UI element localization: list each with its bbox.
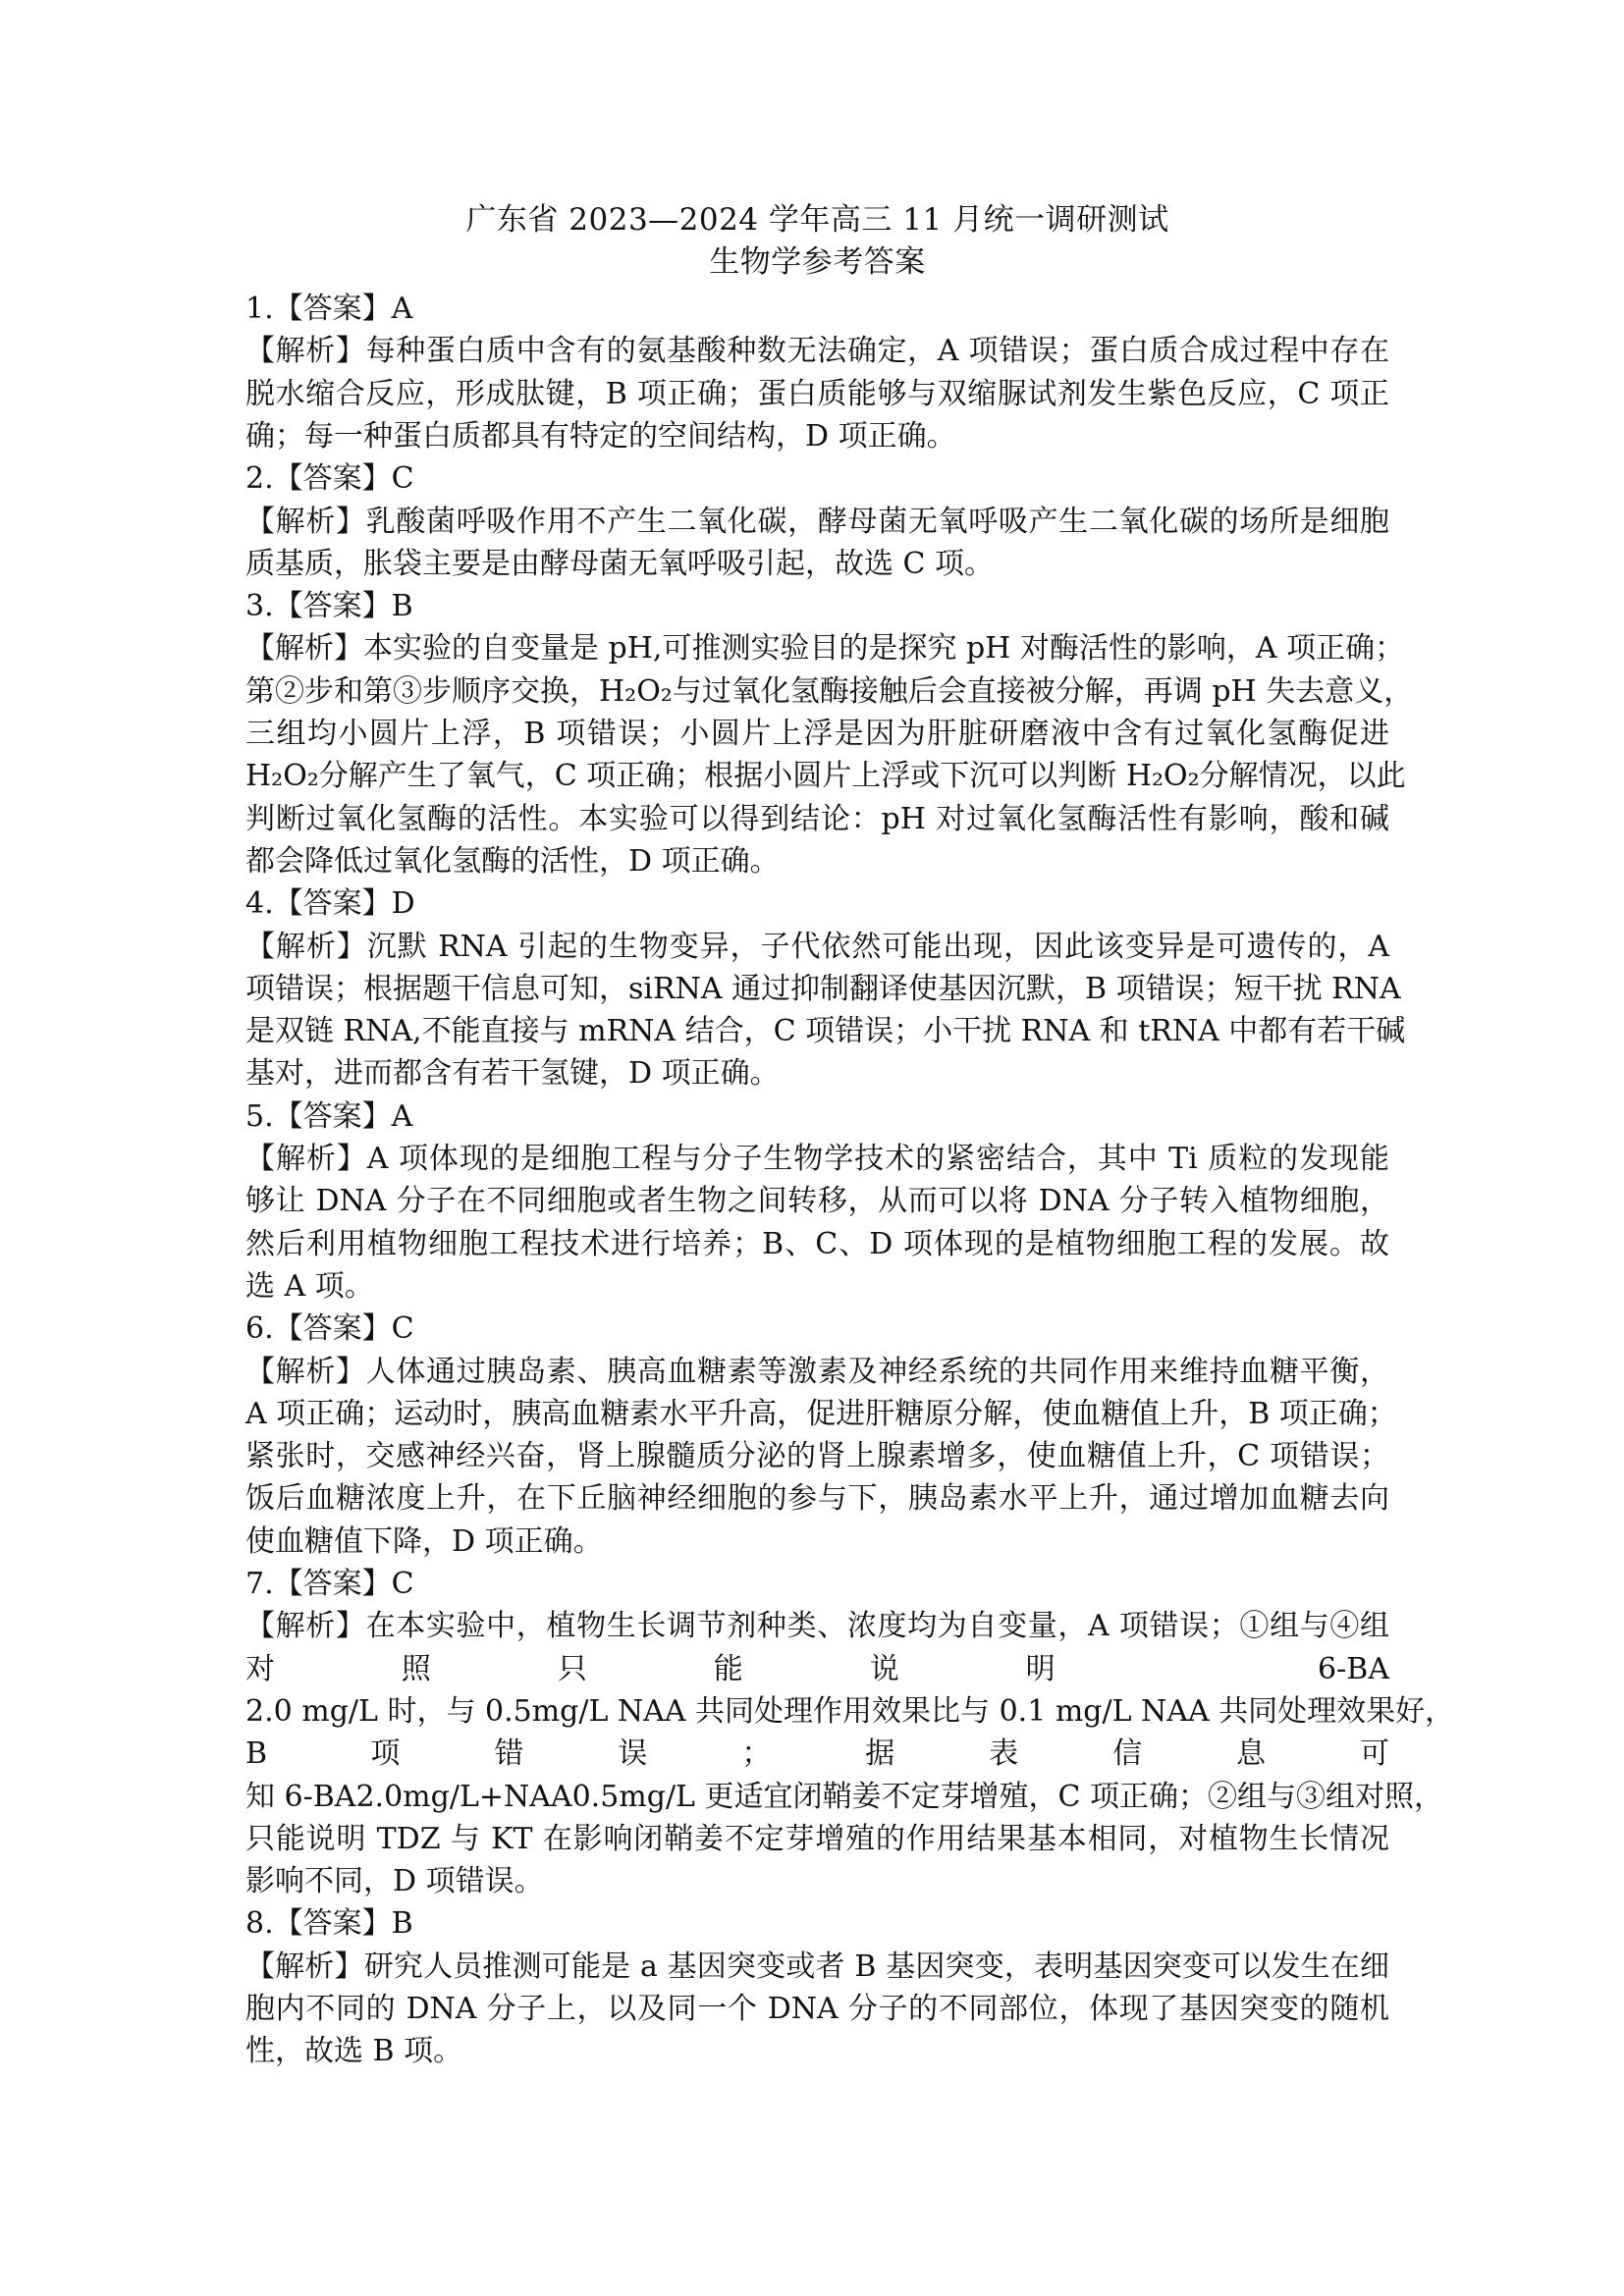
explanation-line: 影响不同，D 项错误。 xyxy=(245,1864,544,1899)
explanation-line: 第②步和第③步顺序交换，H₂O₂与过氧化氢酶接触后会直接被分解，再调 pH 失去意义， xyxy=(245,673,1414,709)
explanation-line: H₂O₂分解产生了氧气，C 项正确；根据小圆片上浮或下沉可以判断 H₂O₂分解情况，以此 xyxy=(245,759,1406,794)
explanation-line: 紧张时，交感神经兴奋，肾上腺髓质分泌的肾上腺素增多，使血糖值上升，C 项错误； xyxy=(245,1439,1389,1474)
explanation-line: 2.0 mg/L 时，与 0.5mg/L NAA 共同处理作用效果比与 0.1 mg/L NAA 共同处理效果好， xyxy=(245,1693,1455,1729)
explanation-line: 对照只能说明 6-BA xyxy=(245,1651,1389,1686)
answer-heading: 1.【答案】A xyxy=(245,292,413,326)
explanation-line: 够让 DNA 分子在不同细胞或者生物之间转移，从而可以将 DNA 分子转入植物细胞， xyxy=(245,1184,1389,1219)
answer-heading: 5.【答案】A xyxy=(245,1098,413,1134)
explanation-line: 判断过氧化氢酶的活性。本实验可以得到结论：pH 对过氧化氢酶活性有影响，酸和碱 xyxy=(245,801,1389,836)
explanation-line: 【解析】人体通过胰岛素、胰高血糖素等激素及神经系统的共同作用来维持血糖平衡， xyxy=(245,1354,1389,1389)
explanation-line: 饭后血糖浓度上升，在下丘脑神经细胞的参与下，胰岛素水平上升，通过增加血糖去向 xyxy=(245,1481,1389,1517)
explanation-line: 【解析】A 项体现的是细胞工程与分子生物学技术的紧密结合，其中 Ti 质粒的发现能 xyxy=(245,1142,1389,1176)
explanation-line: 选 A 项。 xyxy=(245,1268,374,1304)
explanation-line: 【解析】本实验的自变量是 pH,可推测实验目的是探究 pH 对酶活性的影响，A 项正确； xyxy=(245,631,1405,667)
explanation-line: 质基质，胀袋主要是由酵母菌无氧呼吸引起，故选 C 项。 xyxy=(245,546,995,581)
explanation-line: 使血糖值下降，D 项正确。 xyxy=(245,1523,603,1559)
explanation-line: 都会降低过氧化氢酶的活性，D 项正确。 xyxy=(245,843,780,879)
explanation-line: 脱水缩合反应，形成肽键，B 项正确；蛋白质能够与双缩脲试剂发生紫色反应，C 项正 xyxy=(245,376,1389,411)
answer-heading: 3.【答案】B xyxy=(245,589,413,624)
explanation-line: 性，故选 B 项。 xyxy=(245,2034,463,2069)
explanation-line: 知 6-BA2.0mg/L+NAA0.5mg/L 更适宜闭鞘姜不定芽增殖，C 项正确；②组与③组对照， xyxy=(245,1779,1443,1814)
explanation-line: 是双链 RNA,不能直接与 mRNA 结合，C 项错误；小干扰 RNA 和 tRNA 中都有若干碱 xyxy=(245,1014,1406,1049)
document-subtitle: 生物学参考答案 xyxy=(709,244,926,280)
answer-heading: 7.【答案】C xyxy=(245,1567,414,1601)
document-title: 广东省 2023—2024 学年高三 11 月统一调研测试 xyxy=(465,202,1169,238)
answer-heading: 2.【答案】C xyxy=(245,461,414,497)
explanation-line: 【解析】乳酸菌呼吸作用不产生二氧化碳，酵母菌无氧呼吸产生二氧化碳的场所是细胞 xyxy=(245,504,1389,539)
explanation-line: 然后利用植物细胞工程技术进行培养；B、C、D 项体现的是植物细胞工程的发展。故 xyxy=(245,1226,1389,1261)
explanation-line: 【解析】每种蛋白质中含有的氨基酸种数无法确定，A 项错误；蛋白质合成过程中存在 xyxy=(245,334,1389,369)
explanation-line: 胞内不同的 DNA 分子上，以及同一个 DNA 分子的不同部位，体现了基因突变的随机 xyxy=(245,1992,1389,2026)
explanation-line: 【解析】研究人员推测可能是 a 基因突变或者 B 基因突变，表明基因突变可以发生在细 xyxy=(245,1949,1389,1984)
explanation-line: 基对，进而都含有若干氢键，D 项正确。 xyxy=(245,1056,780,1092)
explanation-line: B 项错误；据表信息可 xyxy=(245,1736,1389,1772)
explanation-line: 项错误；根据题干信息可知，siRNA 通过抑制翻译使基因沉默，B 项错误；短干扰 RNA xyxy=(245,971,1401,1006)
explanation-line: 【解析】在本实验中，植物生长调节剂种类、浓度均为自变量，A 项错误；①组与④组 xyxy=(245,1609,1389,1644)
answer-heading: 6.【答案】C xyxy=(245,1311,414,1347)
explanation-line: 三组均小圆片上浮，B 项错误；小圆片上浮是因为肝脏研磨液中含有过氧化氢酶促进 xyxy=(245,717,1389,751)
answer-heading: 8.【答案】B xyxy=(245,1906,413,1942)
explanation-line: A 项正确；运动时，胰高血糖素水平升高，促进肝糖原分解，使血糖值上升，B 项正确； xyxy=(245,1396,1397,1431)
answer-heading: 4.【答案】D xyxy=(245,886,415,922)
explanation-line: 只能说明 TDZ 与 KT 在影响闭鞘姜不定芽增殖的作用结果基本相同，对植物生长情况 xyxy=(245,1821,1389,1856)
explanation-line: 【解析】沉默 RNA 引起的生物变异，子代依然可能出现，因此该变异是可遗传的，A xyxy=(245,929,1389,964)
explanation-line: 确；每一种蛋白质都具有特定的空间结构，D 项正确。 xyxy=(245,418,956,454)
